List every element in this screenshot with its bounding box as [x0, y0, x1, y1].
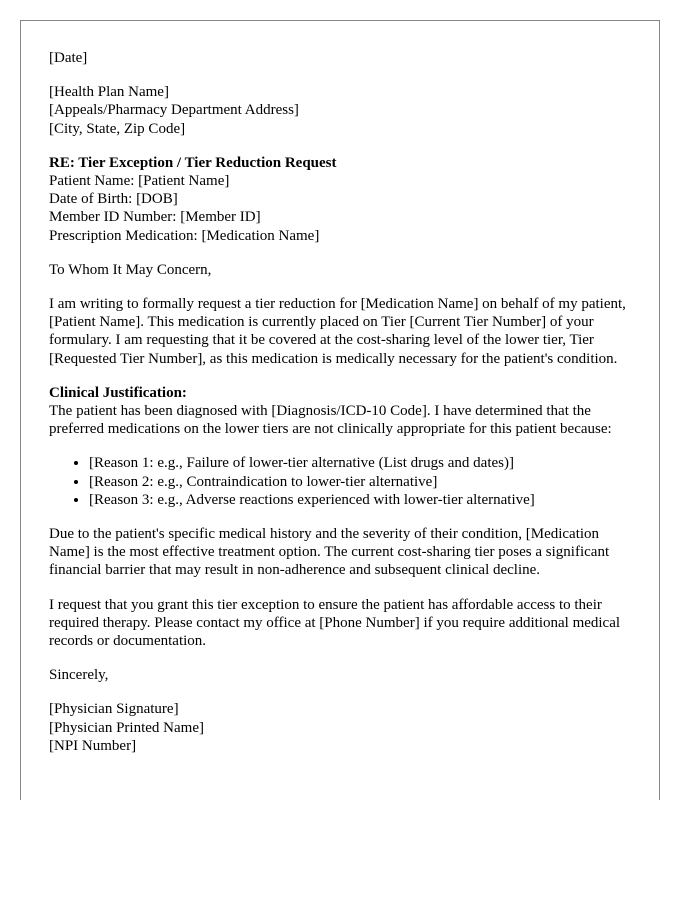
- recipient-plan-name: [Health Plan Name]: [49, 84, 169, 101]
- reason-item: • [Reason 1: e.g., Failure of lower-tier alternative (List drugs and dates)]: [89, 454, 629, 472]
- reason-item: • [Reason 3: e.g., Adverse reactions experienced with lower-tier alternative]: [89, 491, 629, 509]
- salutation: To Whom It May Concern,: [49, 261, 212, 278]
- letter-body: [49, 49, 629, 771]
- closing: Sincerely,: [49, 667, 109, 684]
- recipient-address-block: [49, 83, 629, 138]
- reasons-list: [49, 454, 629, 509]
- re-patient-name: Patient Name: [Patient Name]: [49, 173, 230, 190]
- recipient-department-address: [Appeals/Pharmacy Department Address]: [49, 102, 299, 119]
- history-paragraph: Due to the patient's specific medical history and the severity of their condition, [Medication Name] is the most effective treatment option. The current cost-sharing tier poses a significant financial barrier that may result in non-adherence and subsequent clinical decline.: [49, 526, 610, 579]
- clinical-text: The patient has been diagnosed with [Diagnosis/ICD-10 Code]. I have determined that the preferred medications on the lower tiers are not clinically appropriate for this patient because:: [49, 403, 612, 438]
- physician-signature: [Physician Signature]: [49, 701, 179, 718]
- physician-npi: [NPI Number]: [49, 737, 137, 754]
- re-member-id: Member ID Number: [Member ID]: [49, 209, 261, 226]
- signature-block: [49, 700, 629, 755]
- reason-item: • [Reason 2: e.g., Contraindication to lower-tier alternative]: [89, 473, 629, 491]
- re-medication: Prescription Medication: [Medication Name]: [49, 227, 320, 244]
- letter-page: [20, 20, 660, 800]
- physician-printed-name: [Physician Printed Name]: [49, 719, 204, 736]
- re-dob: Date of Birth: [DOB]: [49, 191, 178, 208]
- clinical-justification-block: [49, 384, 629, 439]
- re-subject: RE: Tier Exception / Tier Reduction Request: [49, 154, 337, 171]
- recipient-city-state-zip: [City, State, Zip Code]: [49, 120, 186, 137]
- clinical-heading: Clinical Justification:: [49, 384, 187, 401]
- intro-paragraph: I am writing to formally request a tier reduction for [Medication Name] on behalf of my patient, [Patient Name]. This medication is currently placed on Tier [Current Tier Number] of your formulary. I am requesting that it be covered at the cost-sharing level of the lower tier, Tier [Requested Tier Number], as this medication is medically necessary for the patient's condition.: [49, 296, 626, 367]
- re-block: [49, 154, 629, 245]
- letter-date: [Date]: [49, 50, 88, 66]
- request-paragraph: I request that you grant this tier exception to ensure the patient has affordable access to their required therapy. Please contact my office at [Phone Number] if you require additional medical records or documentation.: [49, 596, 621, 650]
